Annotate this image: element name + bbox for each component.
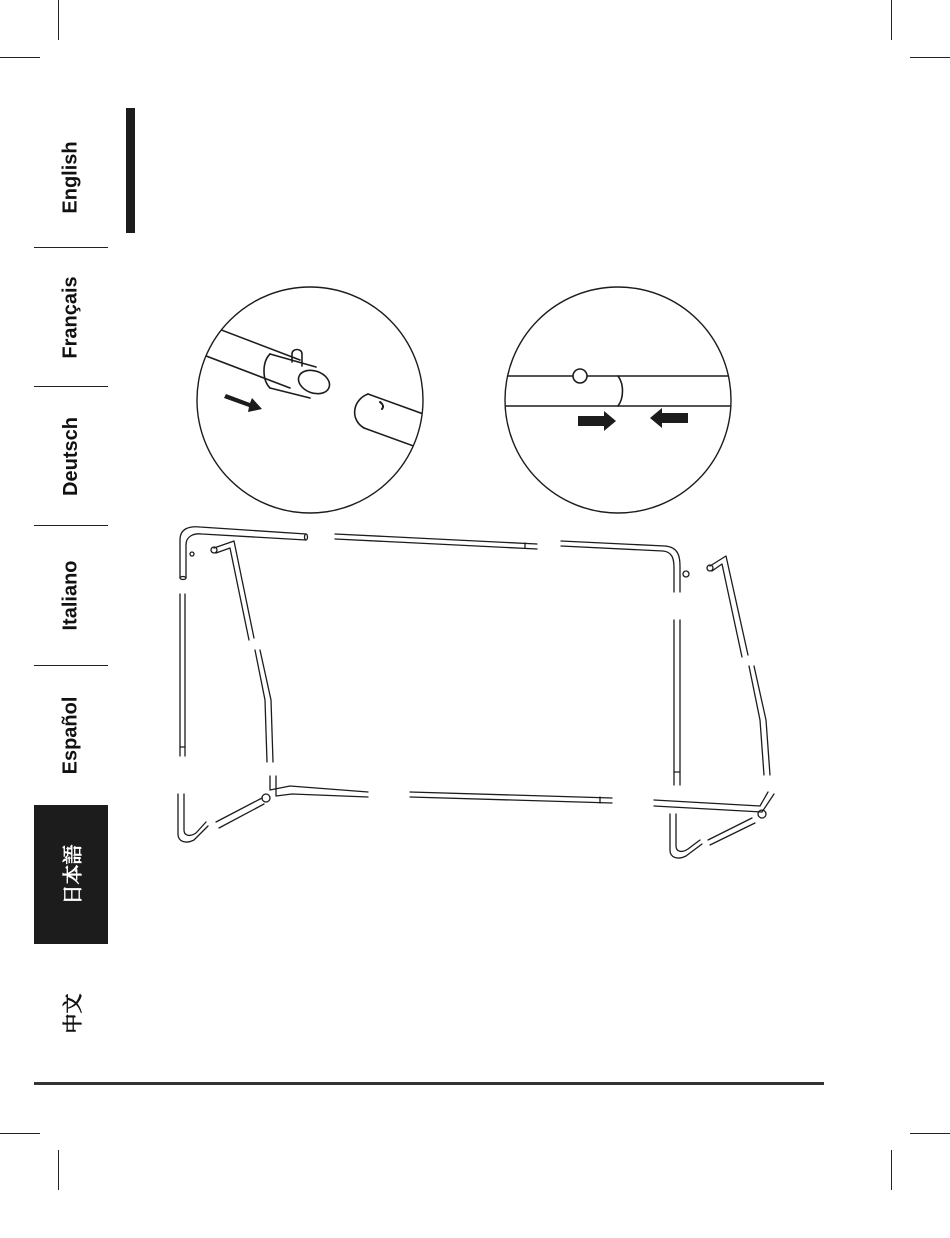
locked-joint-detail — [500, 287, 740, 513]
tab-japanese-label: 日本語 — [62, 844, 85, 905]
tab-deutsch-label: Deutsch — [59, 417, 82, 496]
tab-english-label: English — [59, 141, 82, 214]
tab-espanol-label: Español — [59, 696, 82, 775]
pin-insertion-detail — [180, 287, 440, 513]
goal-frame-exploded-view — [178, 527, 774, 858]
arrow-icon — [224, 394, 262, 412]
tab-italiano-label: Italiano — [59, 560, 82, 631]
arrow-left-icon — [650, 408, 688, 428]
arrow-right-icon — [578, 411, 616, 431]
tab-francais-label: Français — [59, 276, 82, 359]
tab-chinese-label: 中文 — [62, 993, 85, 1034]
